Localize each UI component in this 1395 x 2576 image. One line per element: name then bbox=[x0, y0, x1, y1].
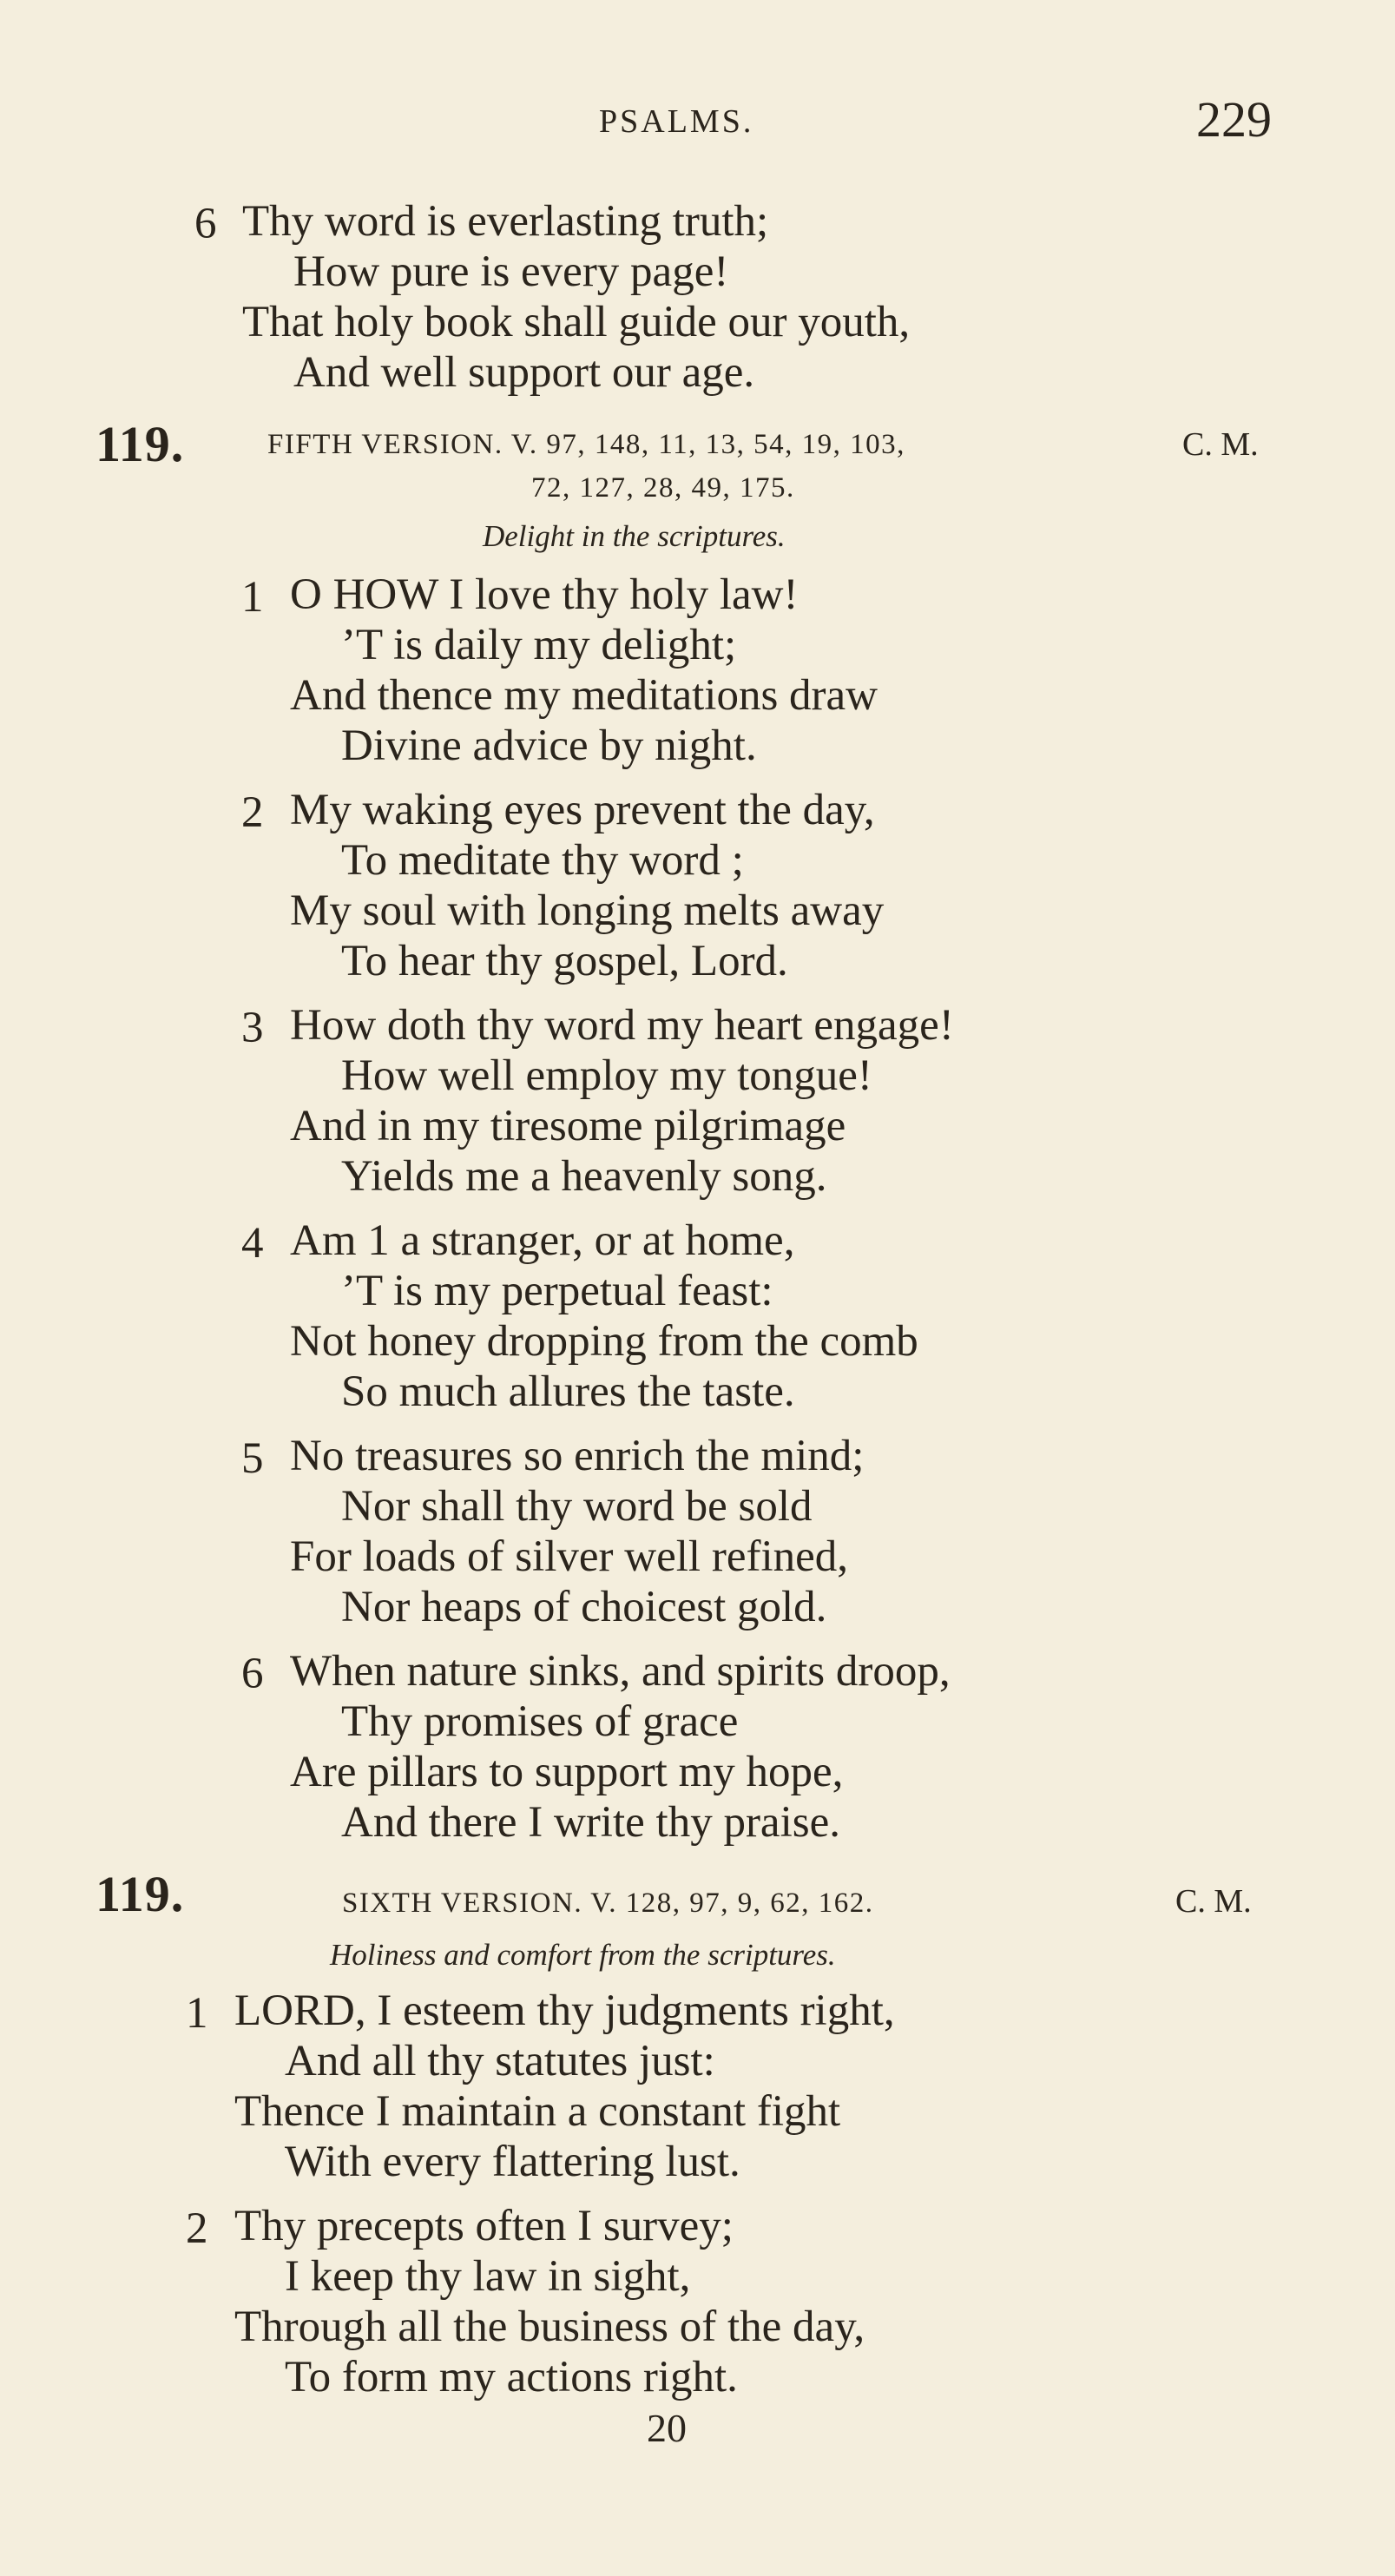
stanza-number: 1 bbox=[241, 573, 264, 622]
verse-line: Am 1 a stranger, or at home, bbox=[290, 1216, 795, 1265]
verse-line: To hear thy gospel, Lord. bbox=[341, 937, 788, 985]
verse-line: O HOW I love thy holy law! bbox=[290, 570, 799, 619]
verse-line: Through all the business of the day, bbox=[234, 2303, 865, 2351]
verse-line: Thy precepts often I survey; bbox=[234, 2202, 734, 2250]
verse-line: Thy word is everlasting truth; bbox=[242, 197, 769, 246]
version-heading: SIXTH VERSION. V. 128, 97, 9, 62, 162. bbox=[342, 1888, 874, 1919]
stanza-number: 2 bbox=[186, 2204, 208, 2253]
version-heading: FIFTH VERSION. V. 97, 148, 11, 13, 54, 19, 103, bbox=[267, 429, 905, 460]
verse-line: How doth thy word my heart engage! bbox=[290, 1001, 954, 1050]
meter-label: C. M. bbox=[1175, 1883, 1252, 1920]
verse-line: Divine advice by night. bbox=[341, 721, 757, 770]
verse-line: To meditate thy word ; bbox=[341, 836, 744, 885]
verse-line: Are pillars to support my hope, bbox=[290, 1748, 844, 1796]
verse-line: My waking eyes prevent the day, bbox=[290, 786, 875, 834]
verse-line: And thence my meditations draw bbox=[290, 671, 878, 720]
verse-line: Thence I maintain a constant fight bbox=[234, 2087, 841, 2136]
psalm-number: 119. bbox=[95, 1866, 185, 1922]
stanza-number: 2 bbox=[241, 788, 264, 837]
verse-line: And well support our age. bbox=[293, 348, 755, 397]
stanza-number: 4 bbox=[241, 1219, 264, 1268]
verse-line: No treasures so enrich the mind; bbox=[290, 1432, 865, 1480]
verse-line: I keep thy law in sight, bbox=[285, 2252, 691, 2301]
verse-line: And there I write thy praise. bbox=[341, 1798, 840, 1847]
version-heading-continued: 72, 127, 28, 49, 175. bbox=[531, 472, 795, 504]
hymn-subtitle: Delight in the scriptures. bbox=[483, 519, 786, 553]
stanza-number: 5 bbox=[241, 1434, 264, 1483]
signature-mark: 20 bbox=[647, 2406, 687, 2450]
verse-line: That holy book shall guide our youth, bbox=[242, 298, 911, 346]
verse-line: ’T is my perpetual feast: bbox=[341, 1267, 773, 1315]
verse-line: Nor shall thy word be sold bbox=[341, 1482, 813, 1531]
verse-line: When nature sinks, and spirits droop, bbox=[290, 1647, 951, 1696]
verse-line: And all thy statutes just: bbox=[285, 2037, 715, 2085]
verse-line: Not honey dropping from the comb bbox=[290, 1317, 918, 1366]
verse-line: How pure is every page! bbox=[293, 247, 729, 296]
verse-line: And in my tiresome pilgrimage bbox=[290, 1102, 846, 1150]
verse-line: How well employ my tongue! bbox=[341, 1051, 872, 1100]
verse-line: With every flattering lust. bbox=[285, 2138, 740, 2186]
verse-line: So much allures the taste. bbox=[341, 1367, 795, 1416]
psalm-number: 119. bbox=[95, 416, 185, 472]
verse-line: For loads of silver well refined, bbox=[290, 1532, 849, 1581]
verse-line: Nor heaps of choicest gold. bbox=[341, 1583, 827, 1631]
stanza-number: 6 bbox=[241, 1650, 264, 1698]
stanza-number: 1 bbox=[186, 1989, 208, 2038]
verse-line: Thy promises of grace bbox=[341, 1697, 739, 1746]
stanza-number: 6 bbox=[194, 200, 217, 248]
verse-line: LORD, I esteem thy judgments right, bbox=[234, 1986, 895, 2035]
running-header: PSALMS. bbox=[599, 103, 754, 140]
hymn-subtitle: Holiness and comfort from the scriptures. bbox=[330, 1938, 836, 1972]
stanza-number: 3 bbox=[241, 1004, 264, 1052]
page-number: 229 bbox=[1196, 91, 1272, 148]
verse-line: Yields me a heavenly song. bbox=[341, 1152, 827, 1201]
verse-line: To form my actions right. bbox=[285, 2353, 738, 2401]
verse-line: My soul with longing melts away bbox=[290, 886, 885, 935]
meter-label: C. M. bbox=[1182, 426, 1259, 463]
verse-line: ’T is daily my delight; bbox=[341, 621, 737, 669]
